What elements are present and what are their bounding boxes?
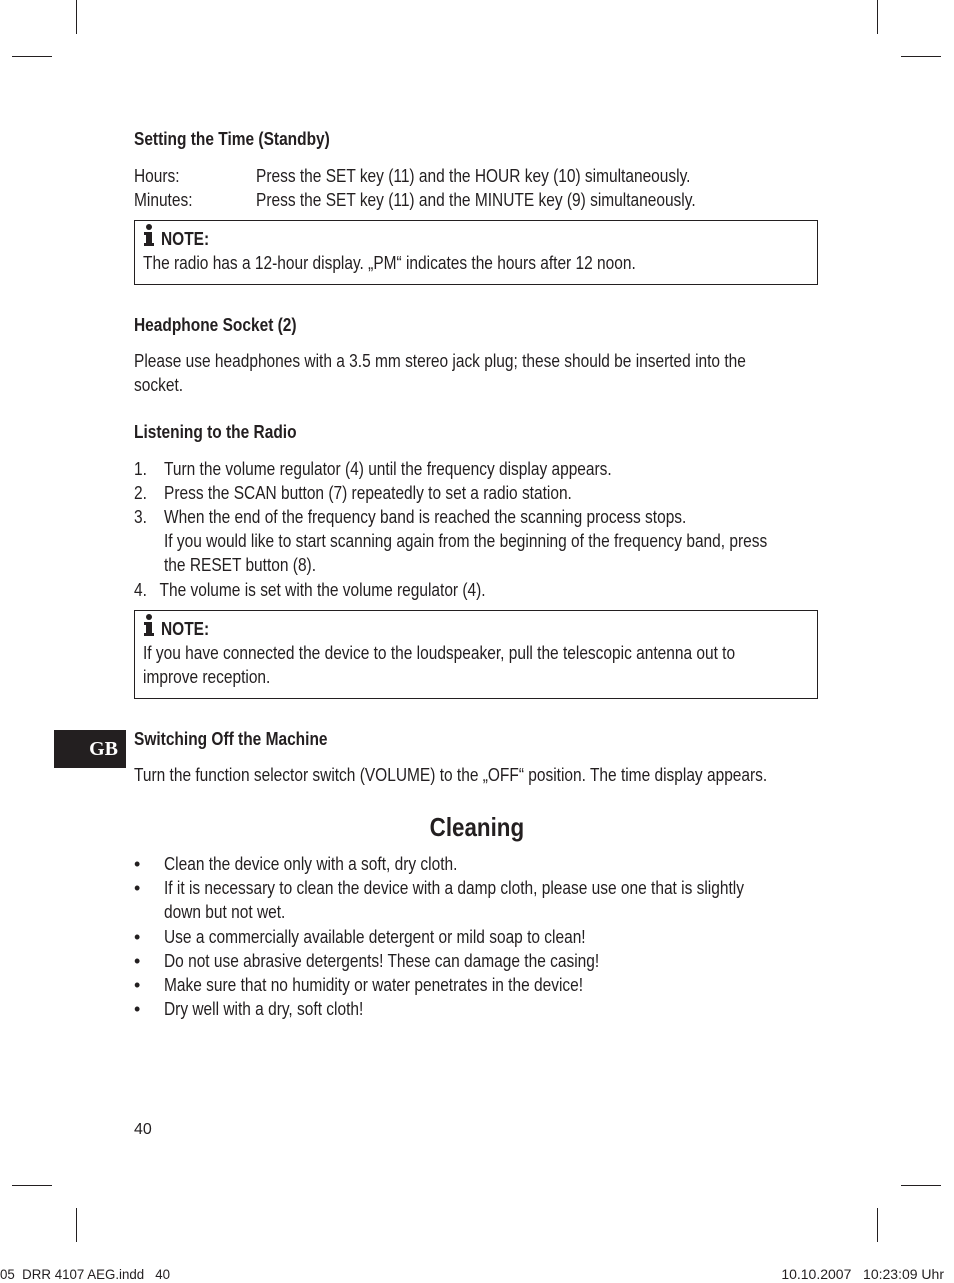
radio-title: Listening to the Radio [134,422,297,442]
hours-label: Hours: [134,166,180,186]
language-tab: GB [54,730,126,768]
list-item: Dry well with a dry, soft cloth! [164,999,364,1019]
list-item: Clean the device only with a soft, dry cloth. [164,854,458,874]
page-number: 40 [134,1121,152,1138]
note-text: improve reception. [143,667,271,687]
hours-text: Press the SET key (11) and the HOUR key (10) simultaneously. [256,166,691,186]
note-text: The radio has a 12-hour display. „PM“ indicates the hours after 12 noon. [143,253,636,273]
crop-mark [901,56,941,57]
note-text: If you have connected the device to the loudspeaker, pull the telescopic antenna out to [143,643,736,663]
crop-mark [12,56,52,57]
crop-mark [12,1185,52,1186]
headphone-text-line: socket. [134,375,184,395]
setting-time-title: Setting the Time (Standby) [134,129,330,149]
step-text: the RESET button (8). [164,555,317,575]
bullet-icon: • [134,999,141,1019]
note-heading [143,227,809,251]
list-item: If it is necessary to clean the device with a damp cloth, please use one that is slightly [164,878,744,898]
bullet-icon: • [134,951,141,971]
crop-mark [877,1208,878,1242]
step-number: 1. [134,459,147,479]
cleaning-title-text: Cleaning [429,812,525,842]
note-box [134,610,818,699]
step-text: Press the SCAN button (7) repeatedly to set a radio station. [164,483,572,503]
headphone-text-line: Please use headphones with a 3.5 mm stereo jack plug; these should be inserted into the [134,351,746,371]
list-item: Make sure that no humidity or water penetrates in the device! [164,975,584,995]
info-icon [143,224,157,251]
step-text: 4. The volume is set with the volume regulator (4). [134,580,486,600]
crop-mark [76,1208,77,1242]
crop-mark [877,0,878,34]
step-text: Turn the volume regulator (4) until the frequency display appears. [164,459,612,479]
crop-mark [76,0,77,34]
switch-off-text: Turn the function selector switch (VOLUME) to the „OFF“ position. The time display appears. [134,765,768,785]
bullet-icon: • [134,975,141,995]
bullet-icon: • [134,927,141,947]
info-icon [143,614,157,641]
note-label: NOTE: [161,618,210,639]
switch-off-title: Switching Off the Machine [134,729,328,749]
step-text: If you would like to start scanning again from the beginning of the frequency band, press [164,531,768,551]
list-item: Use a commercially available detergent or mild soap to clean! [164,927,586,947]
note-box [134,220,818,285]
list-item: Do not use abrasive detergents! These can damage the casing! [164,951,600,971]
bullet-icon: • [134,854,141,874]
list-item: down but not wet. [164,902,286,922]
step-text: When the end of the frequency band is reached the scanning process stops. [164,507,687,527]
minutes-text: Press the SET key (11) and the MINUTE key (9) simultaneously. [256,190,696,210]
step-number: 2. [134,483,147,503]
crop-mark [901,1185,941,1186]
footer-timestamp: 10.10.2007 10:23:09 Uhr [781,1266,944,1282]
bullet-icon: • [134,878,141,898]
cleaning-title [0,812,954,843]
footer-file-name: 05 DRR 4107 AEG.indd 40 [0,1266,171,1282]
note-label: NOTE: [161,228,210,249]
headphone-title: Headphone Socket (2) [134,315,297,335]
step-number: 3. [134,507,147,527]
minutes-label: Minutes: [134,190,193,210]
note-heading [143,617,809,641]
